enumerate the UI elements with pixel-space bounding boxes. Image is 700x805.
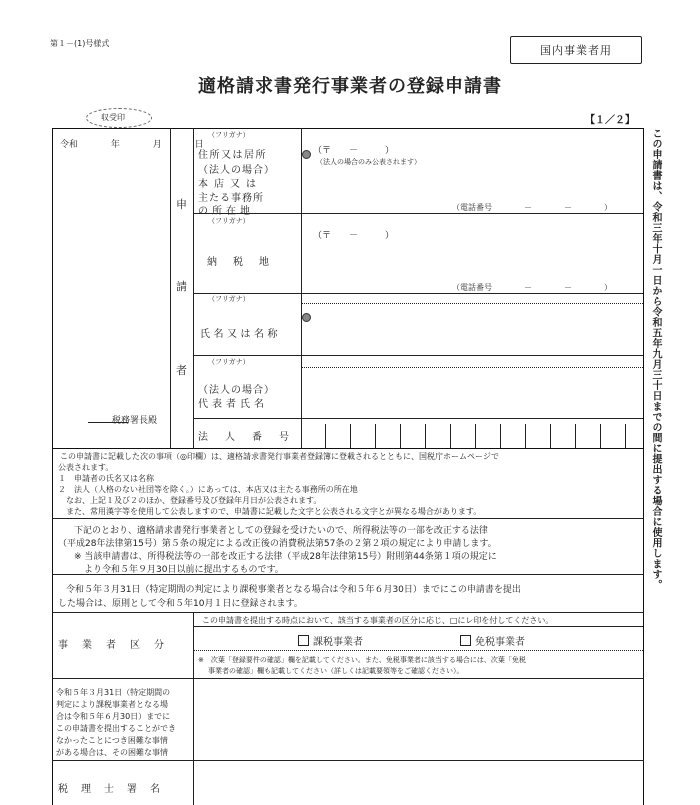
notice-line-2: 公表されます。	[58, 463, 114, 472]
tax-accountant-signature-input[interactable]	[200, 766, 636, 802]
applicant-char-3: 者	[176, 364, 187, 377]
taxable-option[interactable]	[298, 633, 363, 648]
address-label-3: 本店又は	[198, 179, 262, 190]
usage-period-side-note: この申請書は、令和三年十月一日から令和五年九月三十日までの間に提出する場合に使用します。	[650, 128, 661, 590]
page-indicator: 【１／２】	[585, 115, 635, 126]
rep-label-2: 代表者氏名	[198, 399, 268, 410]
tax-office-addressee: 税務署長殿	[112, 416, 158, 426]
request-line-2: （平成28年法律第15号）第５条の規定による改正後の消費税法第57条の２第２項の規定により申請します。	[58, 539, 497, 549]
date-line	[60, 137, 204, 150]
notice-line-4: ２ 法人（人格のない社団等を除く。）にあっては、本店又は主たる事務所の所在地	[58, 485, 358, 494]
tax-place-phone-field[interactable]: （電話番号 － － ）	[452, 283, 612, 292]
form-number: 第１－(1)号様式	[50, 39, 110, 48]
difficulty-line-1: 令和５年３月31日（特定期間の	[56, 688, 171, 697]
address-label-2: （法人の場合）	[198, 165, 275, 176]
deadline-line-1: 令和５年３月31日（特定期間の判定により課税事業者となる場合は令和５年６月30日）までにこの申請書を提出	[66, 585, 521, 595]
furigana-label-taxplace: （フリガナ）	[208, 217, 250, 225]
exempt-option[interactable]	[460, 633, 525, 648]
date-month: 月	[152, 140, 162, 150]
difficulty-line-3: 合は令和５年６月30日）までに	[56, 712, 171, 721]
applicant-char-1: 申	[176, 198, 187, 211]
stamp-label: 収受印	[98, 112, 128, 123]
exempt-label: 免税事業者	[475, 637, 525, 648]
furigana-label-name: （フリガナ）	[208, 295, 250, 303]
date-year: 年	[110, 140, 120, 150]
corp-only-note: （法人の場合のみ公表されます）	[316, 158, 421, 166]
difficulty-line-4: この申請書を提出することができ	[56, 724, 176, 733]
difficulty-line-5: なかったことにつき困難な事情	[56, 736, 168, 745]
corp-number-input[interactable]	[301, 418, 643, 448]
corp-number-label: 法人番号	[198, 432, 306, 443]
furigana-label-rep: （フリガナ）	[208, 358, 250, 366]
address-label-5: の所在地	[198, 206, 254, 217]
category-instruction: この申請書を提出する時点において、該当する事業者の区分に応じ、□にレ印を付してください。	[202, 616, 554, 625]
name-public-mark-icon	[302, 307, 311, 326]
deadline-line-2: した場合は、原則として令和５年10月１日に登録されます。	[58, 599, 303, 609]
date-day: 日	[194, 140, 204, 150]
request-line-3: ※ 当該申請書は、所得税法等の一部を改正する法律（平成28年法律第15号）附則第44条第１項の規定に	[74, 552, 497, 562]
category-note-2: 事業者の確認」欄も記載してください（詳しくは記載要領等をご確認ください）。	[208, 667, 464, 675]
taxable-label: 課税事業者	[313, 637, 363, 648]
tax-accountant-label: 税理士署名	[58, 784, 173, 795]
difficulty-reason-input[interactable]	[200, 684, 636, 756]
furigana-label-address: （フリガナ）	[208, 131, 250, 139]
difficulty-line-6: がある場合は、その困難な事情	[56, 748, 168, 757]
rep-label-1: （法人の場合）	[198, 385, 275, 396]
notice-line-5: なお、上記１及び２のほか、登録番号及び登録年月日が公表されます。	[66, 496, 322, 505]
category-label: 事業者区分	[58, 640, 178, 651]
name-label: 氏名又は名称	[200, 329, 281, 340]
rep-name-input[interactable]	[310, 380, 630, 410]
public-mark-icon	[302, 144, 311, 163]
domestic-business-badge	[510, 36, 642, 64]
request-line-4: より令和５年９月30日以前に提出するものです。	[84, 565, 284, 575]
category-note-1: ※ 次葉「登録要件の確認」欄を記載してください。また、免税事業者に該当する場合には、次葉「免税	[198, 656, 526, 664]
difficulty-line-2: 判定により課税事業者となる場	[56, 700, 168, 709]
page-title: 適格請求書発行事業者の登録申請書	[198, 76, 502, 97]
applicant-char-2: 請	[176, 280, 187, 293]
notice-line-3: １ 申請者の氏名又は名称	[58, 474, 154, 483]
request-line-1: 下記のとおり、適格請求書発行事業者としての登録を受けたいので、所得税法等の一部を改正する法律	[74, 526, 488, 536]
address-label-4: 主たる事務所	[198, 193, 264, 204]
address-label-1: 住所又は居所	[198, 150, 267, 161]
exempt-checkbox[interactable]	[460, 635, 471, 646]
taxable-checkbox[interactable]	[298, 635, 309, 646]
postal-code-field[interactable]: （〒 － ）	[313, 146, 395, 156]
address-phone-field[interactable]: （電話番号 － － ）	[452, 203, 612, 212]
tax-place-postal-field[interactable]: （〒 － ）	[313, 231, 395, 241]
name-input[interactable]	[310, 330, 630, 348]
tax-place-label: 納税地	[207, 257, 285, 268]
notice-line-6: また、常用漢字等を使用して公表しますので、申請書に記載した文字と公表される文字とが異なる場合があります。	[66, 507, 482, 516]
date-era: 令和	[60, 140, 79, 150]
badge-text: 国内事業者用	[540, 44, 612, 57]
notice-line-1: この申請書に記載した次の事項（◎印欄）は、適格請求書発行事業者登録簿に登載されるとともに、国税庁ホームページで	[60, 452, 499, 461]
